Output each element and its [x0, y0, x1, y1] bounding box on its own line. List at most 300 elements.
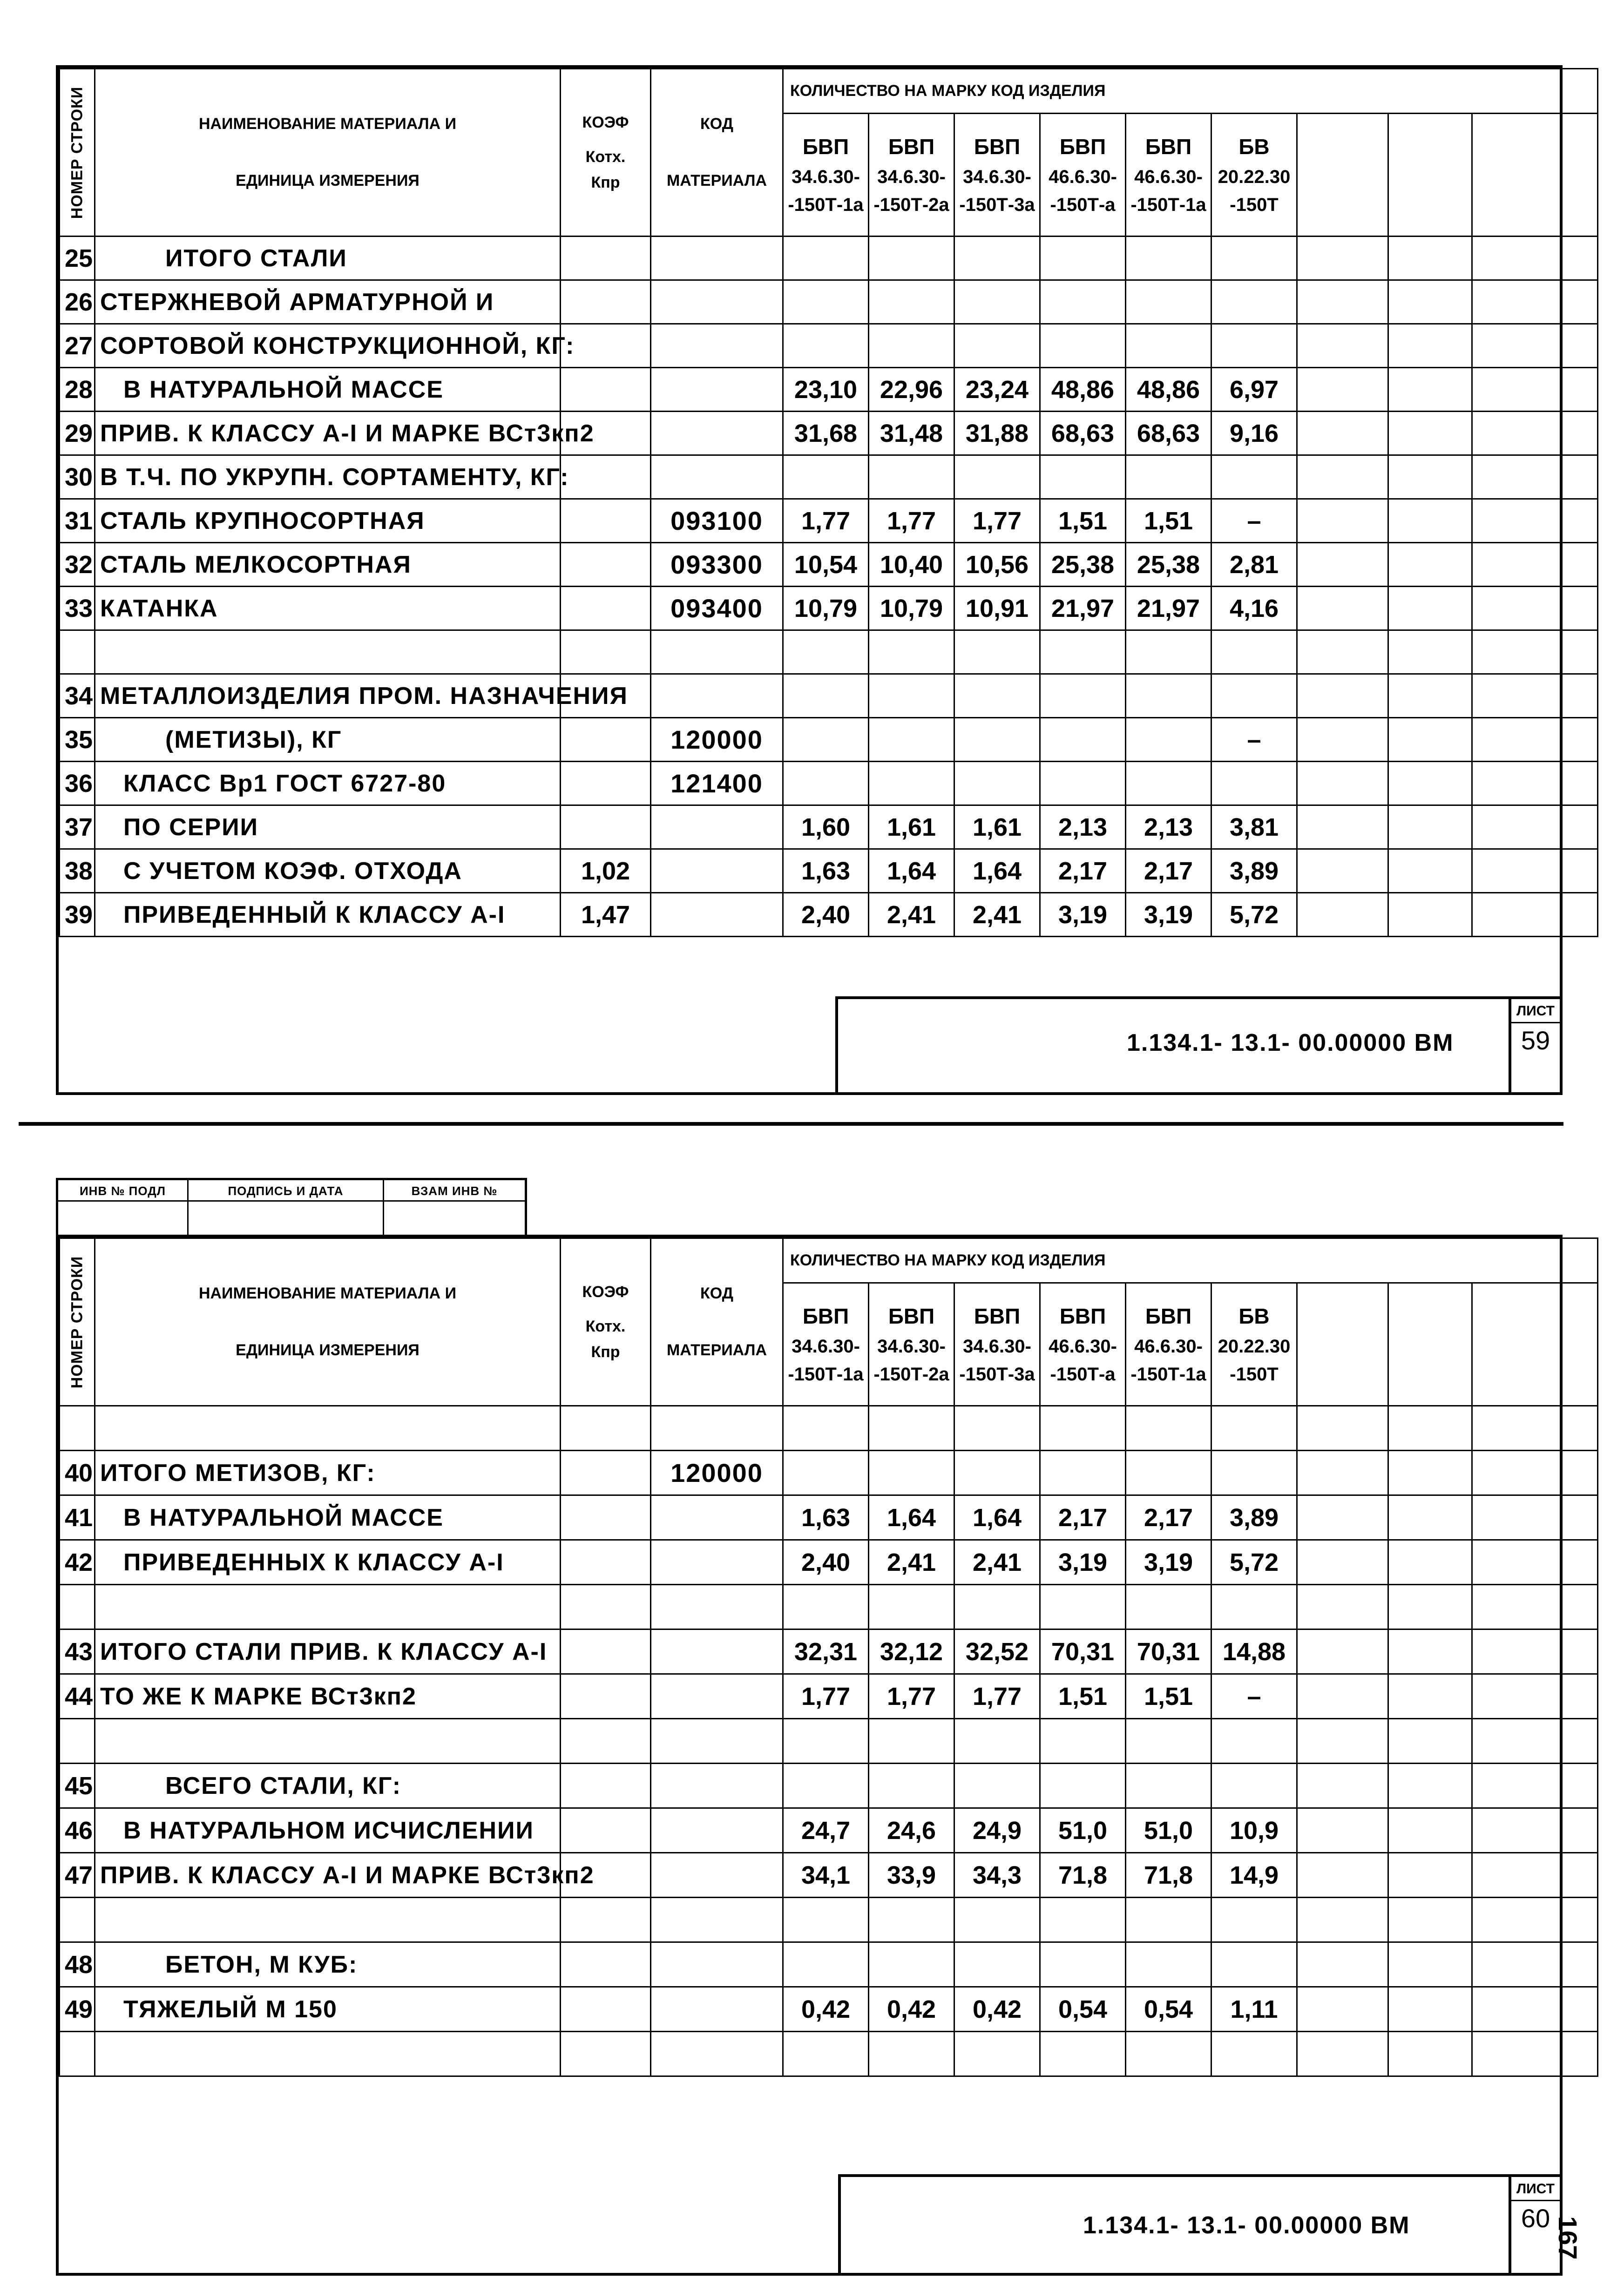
quantity-value: 1,61 [954, 805, 1040, 849]
quantity-value [954, 237, 1040, 280]
empty-cell [1388, 324, 1472, 368]
empty-cell [1472, 762, 1561, 805]
empty-cell [1472, 1406, 1561, 1451]
signature-date-label: ПОДПИСЬ И ДАТА [189, 1180, 383, 1202]
material-code [651, 1942, 783, 1987]
product-header-4: БВП 46.6.30- -150Т-а [1040, 1283, 1126, 1406]
product-header-5: БВП 46.6.30- -150Т-1а [1126, 114, 1211, 237]
table-row [60, 849, 1598, 893]
empty-cell [1388, 1540, 1472, 1585]
material-name [95, 1719, 561, 1764]
empty-cell [1388, 1451, 1472, 1495]
empty-cell [1561, 849, 1598, 893]
quantity-value: 1,11 [1211, 1987, 1297, 2032]
row-number: 31 [60, 499, 95, 543]
material-name: В НАТУРАЛЬНОЙ МАССЕ [95, 368, 561, 412]
empty-cell [1472, 674, 1561, 718]
empty-cell [1297, 1495, 1388, 1540]
quantity-value [1040, 324, 1126, 368]
material-code: 093400 [651, 587, 783, 630]
empty-cell [1297, 1629, 1388, 1674]
product-header-5: БВП 46.6.30- -150Т-1а [1126, 1283, 1211, 1406]
table-row [60, 455, 1598, 499]
empty-cell [1388, 893, 1472, 937]
material-name: СТАЛЬ МЕЛКОСОРТНАЯ [95, 543, 561, 587]
empty-product-column [1388, 1283, 1472, 1406]
coefficient [561, 1540, 651, 1585]
quantity-value: 1,61 [869, 805, 954, 849]
empty-cell [1388, 237, 1472, 280]
row-number: 41 [60, 1495, 95, 1540]
quantity-value [783, 280, 869, 324]
coefficient: 1,47 [561, 893, 651, 937]
quantity-value [869, 762, 954, 805]
quantity-value: 34,1 [783, 1853, 869, 1898]
empty-cell [1561, 1987, 1598, 2032]
empty-cell [1472, 324, 1561, 368]
quantity-value [783, 324, 869, 368]
quantity-value: 1,77 [783, 1674, 869, 1719]
empty-cell [1561, 674, 1598, 718]
quantity-value: 10,56 [954, 543, 1040, 587]
material-name: МЕТАЛЛОИЗДЕЛИЯ ПРОМ. НАЗНАЧЕНИЯ [95, 674, 561, 718]
empty-cell [1561, 1942, 1598, 1987]
empty-cell [1297, 1540, 1388, 1585]
quantity-value [1040, 762, 1126, 805]
table-row [60, 1764, 1598, 1808]
quantity-value [1211, 280, 1297, 324]
table-row [60, 1808, 1598, 1853]
quantity-value: 14,88 [1211, 1629, 1297, 1674]
quantity-value [954, 280, 1040, 324]
material-code [651, 280, 783, 324]
table-row [60, 2032, 1598, 2076]
quantity-value [869, 455, 954, 499]
row-number [60, 1585, 95, 1629]
quantity-value [954, 2032, 1040, 2076]
quantity-value: 1,63 [783, 1495, 869, 1540]
quantity-value: 2,40 [783, 893, 869, 937]
product-header-6: БВ 20.22.30 -150Т [1211, 1283, 1297, 1406]
empty-cell [1388, 1898, 1472, 1942]
empty-cell [1388, 630, 1472, 674]
empty-cell [1297, 1808, 1388, 1853]
empty-cell [1388, 805, 1472, 849]
header-material-code: КОД МАТЕРИАЛА [651, 1238, 783, 1406]
sheet-label: ЛИСТ [1511, 999, 1560, 1023]
empty-cell [1561, 1451, 1598, 1495]
quantity-value [954, 1451, 1040, 1495]
quantity-value: 1,60 [783, 805, 869, 849]
quantity-value [1211, 1451, 1297, 1495]
empty-cell [1388, 543, 1472, 587]
quantity-value [783, 630, 869, 674]
empty-cell [1297, 1942, 1388, 1987]
empty-cell [1472, 1764, 1561, 1808]
table-row [60, 1853, 1598, 1898]
quantity-value: 1,77 [954, 1674, 1040, 1719]
quantity-value [869, 280, 954, 324]
sheet-label: ЛИСТ [1511, 2177, 1560, 2201]
quantity-value [1211, 1585, 1297, 1629]
row-number: 26 [60, 280, 95, 324]
quantity-value: 31,68 [783, 412, 869, 455]
quantity-value [783, 1406, 869, 1451]
quantity-value: 21,97 [1040, 587, 1126, 630]
empty-cell [1388, 280, 1472, 324]
quantity-value: 2,13 [1040, 805, 1126, 849]
quantity-value [1040, 1719, 1126, 1764]
quantity-value [954, 718, 1040, 762]
coefficient [561, 805, 651, 849]
quantity-value: 1,51 [1126, 499, 1211, 543]
empty-cell [1388, 849, 1472, 893]
row-number: 44 [60, 1674, 95, 1719]
empty-cell [1297, 237, 1388, 280]
material-code: 121400 [651, 762, 783, 805]
empty-cell [1297, 1406, 1388, 1451]
empty-cell [1472, 1987, 1561, 2032]
material-code: 093100 [651, 499, 783, 543]
quantity-value: 3,19 [1126, 893, 1211, 937]
empty-product-column [1561, 114, 1598, 237]
quantity-value [1126, 280, 1211, 324]
coefficient [561, 630, 651, 674]
empty-cell [1297, 587, 1388, 630]
quantity-value: 21,97 [1126, 587, 1211, 630]
empty-cell [1472, 543, 1561, 587]
quantity-value [869, 237, 954, 280]
material-code [651, 324, 783, 368]
quantity-value [1126, 1764, 1211, 1808]
quantity-value: 23,24 [954, 368, 1040, 412]
quantity-value: 25,38 [1040, 543, 1126, 587]
table-row [60, 280, 1598, 324]
empty-cell [1472, 587, 1561, 630]
empty-cell [1472, 368, 1561, 412]
quantity-value: 1,64 [869, 849, 954, 893]
material-code [651, 455, 783, 499]
empty-cell [1297, 1451, 1388, 1495]
coefficient [561, 1898, 651, 1942]
material-name: ПРИВ. К КЛАССУ А-I И МАРКЕ ВСт3кп2 [95, 412, 561, 455]
empty-cell [1561, 1719, 1598, 1764]
material-code: 120000 [651, 718, 783, 762]
quantity-value: 32,31 [783, 1629, 869, 1674]
row-number: 36 [60, 762, 95, 805]
quantity-value [783, 237, 869, 280]
row-number: 34 [60, 674, 95, 718]
coefficient [561, 237, 651, 280]
product-header-6: БВ 20.22.30 -150Т [1211, 114, 1297, 237]
quantity-value [783, 762, 869, 805]
quantity-value [1211, 1764, 1297, 1808]
empty-cell [1561, 543, 1598, 587]
material-code [651, 1629, 783, 1674]
quantity-value: 31,48 [869, 412, 954, 455]
quantity-value [1211, 674, 1297, 718]
material-name: ПО СЕРИИ [95, 805, 561, 849]
title-block-sheet-59 [835, 996, 1560, 1095]
empty-cell [1472, 630, 1561, 674]
quantity-value [1126, 1942, 1211, 1987]
table-row [60, 1674, 1598, 1719]
material-name: ИТОГО СТАЛИ ПРИВ. К КЛАССУ А-I [95, 1629, 561, 1674]
quantity-value: 68,63 [1040, 412, 1126, 455]
row-number: 29 [60, 412, 95, 455]
quantity-value: 9,16 [1211, 412, 1297, 455]
quantity-value [954, 1898, 1040, 1942]
empty-cell [1561, 1808, 1598, 1853]
quantity-value [954, 455, 1040, 499]
empty-product-column [1472, 114, 1561, 237]
row-number: 28 [60, 368, 95, 412]
empty-cell [1472, 1540, 1561, 1585]
table-row [60, 368, 1598, 412]
empty-cell [1388, 587, 1472, 630]
row-number: 39 [60, 893, 95, 937]
empty-cell [1472, 805, 1561, 849]
row-number [60, 2032, 95, 2076]
material-code [651, 849, 783, 893]
empty-cell [1297, 893, 1388, 937]
quantity-value: 24,7 [783, 1808, 869, 1853]
table-row [60, 1942, 1598, 1987]
table-row [60, 499, 1598, 543]
material-name: ИТОГО СТАЛИ [95, 237, 561, 280]
signature-date-cell [189, 1180, 384, 1237]
quantity-value: 2,17 [1126, 849, 1211, 893]
quantity-value [783, 1898, 869, 1942]
quantity-value [1211, 630, 1297, 674]
empty-cell [1388, 1629, 1472, 1674]
quantity-value: 2,17 [1126, 1495, 1211, 1540]
coefficient [561, 368, 651, 412]
empty-cell [1472, 1629, 1561, 1674]
quantity-value: 3,89 [1211, 1495, 1297, 1540]
quantity-value: 10,79 [869, 587, 954, 630]
row-number: 37 [60, 805, 95, 849]
table-row [60, 412, 1598, 455]
empty-cell [1297, 324, 1388, 368]
empty-cell [1388, 1585, 1472, 1629]
empty-cell [1561, 805, 1598, 849]
product-header-2: БВП 34.6.30- -150Т-2а [869, 1283, 954, 1406]
material-name: КЛАСС Вр1 ГОСТ 6727-80 [95, 762, 561, 805]
empty-cell [1561, 893, 1598, 937]
quantity-value: 5,72 [1211, 1540, 1297, 1585]
material-name: В НАТУРАЛЬНОЙ МАССЕ [95, 1495, 561, 1540]
quantity-value [1211, 1942, 1297, 1987]
material-code [651, 2032, 783, 2076]
quantity-value: 48,86 [1040, 368, 1126, 412]
material-code [651, 368, 783, 412]
row-number: 47 [60, 1853, 95, 1898]
table-row [60, 805, 1598, 849]
material-code [651, 805, 783, 849]
empty-cell [1388, 499, 1472, 543]
quantity-value [1126, 324, 1211, 368]
quantity-value: 1,63 [783, 849, 869, 893]
coefficient [561, 1585, 651, 1629]
material-code [651, 1540, 783, 1585]
row-number: 32 [60, 543, 95, 587]
empty-cell [1388, 1764, 1472, 1808]
empty-cell [1388, 1495, 1472, 1540]
material-code [651, 1987, 783, 2032]
sheet-59 [56, 65, 1563, 1095]
quantity-value: – [1211, 499, 1297, 543]
row-number: 35 [60, 718, 95, 762]
quantity-value [783, 1942, 869, 1987]
row-number: 27 [60, 324, 95, 368]
quantity-value: 71,8 [1040, 1853, 1126, 1898]
quantity-value [783, 718, 869, 762]
coefficient [561, 718, 651, 762]
row-number: 49 [60, 1987, 95, 2032]
quantity-value: 10,9 [1211, 1808, 1297, 1853]
empty-cell [1388, 455, 1472, 499]
table-row [60, 718, 1598, 762]
empty-cell [1472, 1495, 1561, 1540]
material-code [651, 630, 783, 674]
empty-cell [1561, 630, 1598, 674]
quantity-value [1126, 1451, 1211, 1495]
quantity-value: 0,42 [954, 1987, 1040, 2032]
quantity-value [869, 718, 954, 762]
quantity-value: 10,91 [954, 587, 1040, 630]
empty-cell [1472, 1674, 1561, 1719]
table-row [60, 762, 1598, 805]
empty-cell [1388, 1942, 1472, 1987]
quantity-value [1126, 2032, 1211, 2076]
empty-cell [1388, 762, 1472, 805]
row-number [60, 630, 95, 674]
empty-product-column [1561, 1283, 1598, 1406]
product-header-3: БВП 34.6.30- -150Т-3а [954, 1283, 1040, 1406]
row-number: 30 [60, 455, 95, 499]
quantity-value [869, 1585, 954, 1629]
quantity-value: 22,96 [869, 368, 954, 412]
empty-cell [1297, 280, 1388, 324]
empty-cell [1561, 1853, 1598, 1898]
empty-cell [1561, 762, 1598, 805]
material-code [651, 1853, 783, 1898]
coefficient [561, 1987, 651, 2032]
coefficient [561, 587, 651, 630]
material-name: БЕТОН, М КУБ: [95, 1942, 561, 1987]
material-name: С УЧЕТОМ КОЭФ. ОТХОДА [95, 849, 561, 893]
quantity-value [1040, 674, 1126, 718]
material-code [651, 674, 783, 718]
empty-cell [1297, 1987, 1388, 2032]
quantity-value [869, 630, 954, 674]
table-row [60, 1451, 1598, 1495]
empty-cell [1472, 893, 1561, 937]
empty-cell [1561, 2032, 1598, 2076]
quantity-value: 51,0 [1040, 1808, 1126, 1853]
quantity-value: 6,97 [1211, 368, 1297, 412]
table-row [60, 1898, 1598, 1942]
product-header-1: БВП 34.6.30- -150Т-1а [783, 114, 869, 237]
quantity-value: 70,31 [1040, 1629, 1126, 1674]
quantity-value: 2,13 [1126, 805, 1211, 849]
empty-cell [1388, 2032, 1472, 2076]
row-number [60, 1719, 95, 1764]
quantity-value [869, 1764, 954, 1808]
empty-cell [1561, 1898, 1598, 1942]
material-name: В НАТУРАЛЬНОМ ИСЧИСЛЕНИИ [95, 1808, 561, 1853]
quantity-value [1211, 1719, 1297, 1764]
quantity-value [1126, 1585, 1211, 1629]
quantity-value [869, 324, 954, 368]
coefficient [561, 543, 651, 587]
document-designation: 1.134.1- 13.1- 00.00000 ВМ [1083, 2212, 1410, 2239]
product-header-4: БВП 46.6.30- -150Т-а [1040, 114, 1126, 237]
quantity-value [1126, 455, 1211, 499]
material-code [651, 1674, 783, 1719]
quantity-value [783, 1719, 869, 1764]
coefficient [561, 1808, 651, 1853]
quantity-value: 25,38 [1126, 543, 1211, 587]
header-coefficient: КОЭФ Котх. Кпр [561, 1238, 651, 1406]
material-name: ВСЕГО СТАЛИ, КГ: [95, 1764, 561, 1808]
quantity-value [869, 1406, 954, 1451]
quantity-value [1040, 1942, 1126, 1987]
quantity-value: 24,6 [869, 1808, 954, 1853]
quantity-value: 2,17 [1040, 1495, 1126, 1540]
quantity-value [869, 1719, 954, 1764]
quantity-value [1040, 1898, 1126, 1942]
quantity-value [1040, 718, 1126, 762]
empty-cell [1297, 1719, 1388, 1764]
quantity-value: 2,41 [954, 893, 1040, 937]
quantity-value [1126, 1898, 1211, 1942]
empty-cell [1561, 412, 1598, 455]
empty-cell [1297, 762, 1388, 805]
header-row-number: НОМЕР СТРОКИ [60, 69, 95, 237]
quantity-value: 3,19 [1040, 893, 1126, 937]
material-name [95, 630, 561, 674]
header-material-name: НАИМЕНОВАНИЕ МАТЕРИАЛА И ЕДИНИЦА ИЗМЕРЕНИЯ [95, 69, 561, 237]
coefficient [561, 1629, 651, 1674]
empty-cell [1297, 849, 1388, 893]
quantity-value: 0,42 [869, 1987, 954, 2032]
material-name [95, 1585, 561, 1629]
header-quantity-title: КОЛИЧЕСТВО НА МАРКУ КОД ИЗДЕЛИЯ [783, 69, 1598, 114]
quantity-value [869, 1451, 954, 1495]
material-name: ПРИВ. К КЛАССУ А-I И МАРКЕ ВСт3кп2 [95, 1853, 561, 1898]
material-code [651, 1808, 783, 1853]
quantity-value [1040, 1451, 1126, 1495]
inv-number-label: ИНВ № ПОДЛ [58, 1180, 187, 1202]
sheet-60 [56, 1235, 1563, 2276]
empty-cell [1297, 1764, 1388, 1808]
empty-cell [1561, 1585, 1598, 1629]
empty-cell [1297, 499, 1388, 543]
empty-cell [1388, 1674, 1472, 1719]
empty-cell [1297, 368, 1388, 412]
material-code [651, 1719, 783, 1764]
quantity-value [783, 1585, 869, 1629]
table-row [60, 324, 1598, 368]
row-number: 42 [60, 1540, 95, 1585]
quantity-value [1126, 762, 1211, 805]
approval-block [56, 1178, 527, 1237]
quantity-value [783, 1764, 869, 1808]
quantity-value [954, 324, 1040, 368]
sheet-number-box [1509, 999, 1560, 1095]
